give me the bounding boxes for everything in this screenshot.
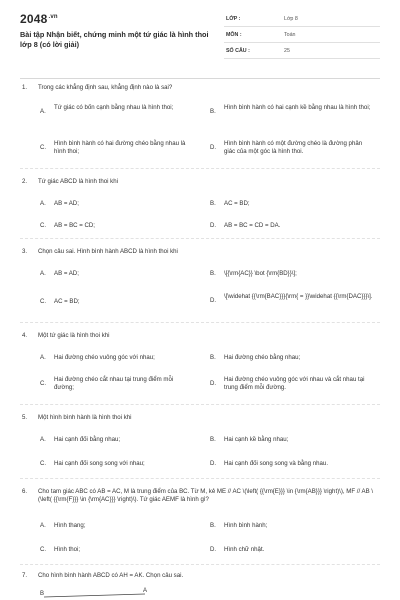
meta-row-grade [224, 12, 380, 27]
question-text: Chọn câu sai. Hình bình hành ABCD là hình thoi khi [38, 248, 178, 255]
question-number: 7. [22, 572, 28, 579]
option-letter: B. [210, 108, 216, 115]
option-letter: B. [210, 270, 216, 277]
header-divider [20, 78, 380, 79]
option-text: Hình bình hành có hai cạnh kề bằng nhau là hình thoi; [224, 104, 371, 111]
question-separator [20, 404, 380, 405]
option-letter: A. [40, 108, 46, 115]
option-letter: D. [210, 546, 217, 553]
question-number: 2. [22, 178, 28, 185]
option-text: AB = AD; [54, 200, 79, 207]
option-text: Hình bình hành có hai đường chéo bằng nhau là hình thoi; [54, 140, 186, 155]
question-number: 6. [22, 488, 28, 495]
option-text: Hình bình hành có một đường chéo là đường phân giác của một góc là hình thoi. [224, 140, 363, 155]
question-text: Một tứ giác là hình thoi khi [38, 332, 110, 339]
meta-row-subject [224, 28, 380, 43]
geometry-figure [0, 584, 400, 600]
option-text: AC = BD; [54, 298, 80, 305]
option-text: AB = BC = CD; [54, 222, 95, 229]
option-text: Hai đường chéo bằng nhau; [224, 354, 301, 361]
option-letter: B. [210, 436, 216, 443]
meta-key: MÔN : [226, 32, 242, 38]
option-text: Hai đường chéo vuông góc với nhau; [54, 354, 155, 361]
option-letter: B. [210, 200, 216, 207]
worksheet-title: Bài tập Nhận biết, chứng minh một tứ giác là hình thoi lớp 8 (có lời giải) [20, 30, 209, 49]
option-letter: A. [40, 436, 46, 443]
meta-value: Toán [284, 32, 296, 38]
option-text: \[{\rm{AC}} \bot {\rm{BD}}\]; [224, 270, 297, 277]
option-text: Hình bình hành; [224, 522, 268, 529]
logo-text: 2048 [20, 12, 48, 26]
option-letter: D. [210, 297, 217, 304]
option-letter: A. [40, 522, 46, 529]
site-logo[interactable] [20, 12, 58, 26]
option-letter: C. [40, 546, 47, 553]
option-letter: B. [210, 522, 216, 529]
option-text: Hình thoi; [54, 546, 81, 553]
meta-value: 25 [284, 48, 290, 54]
option-text: Tứ giác có bốn cạnh bằng nhau là hình thoi; [54, 104, 174, 111]
meta-value: Lớp 8 [284, 16, 298, 22]
option-letter: D. [210, 460, 217, 467]
option-letter: D. [210, 222, 217, 229]
question-separator [20, 478, 380, 479]
question-number: 3. [22, 248, 28, 255]
question-text: Một hình bình hành là hình thoi khi [38, 414, 132, 421]
option-text: \[\widehat {{\rm{BAC}}}{\rm{ = }}\widehat {{\rm{DAC}}}\]. [224, 293, 373, 300]
question-separator [20, 322, 380, 323]
option-letter: C. [40, 460, 47, 467]
meta-row-count [224, 44, 380, 59]
option-letter: C. [40, 298, 47, 305]
option-text: Hai cạnh đối song song với nhau; [54, 460, 145, 467]
option-text: Hai cạnh kề bằng nhau; [224, 436, 289, 443]
question-number: 1. [22, 84, 28, 91]
option-text: Hai đường chéo cắt nhau tại trung điểm mỗi đường; [54, 376, 174, 391]
option-text: Hình chữ nhật. [224, 546, 265, 553]
question-text: Cho hình bình hành ABCD có AH = AK. Chọn câu sai. [38, 572, 184, 579]
figure-point-a: A [143, 588, 148, 594]
option-text: AB = BC = CD = DA. [224, 222, 281, 229]
option-letter: D. [210, 380, 217, 387]
question-text: Tứ giác ABCD là hình thoi khi [38, 178, 118, 185]
option-letter: A. [40, 354, 46, 361]
question-text: Cho tam giác ABC có AB = AC, M là trung điểm của BC. Từ M, kẻ ME // AC \(\left( {{\rm{E}}} \in {\rm{AB}}} \right)\), MF // AB \(\left( {{\rm{F}}} \in {\rm{AC}}} \right)\). Tứ giác AEMF là hình gì? [38, 488, 374, 503]
question-number: 5. [22, 414, 28, 421]
option-letter: A. [40, 200, 46, 207]
option-text: Hình thang; [54, 522, 86, 529]
option-text: Hai cạnh đối bằng nhau; [54, 436, 121, 443]
figure-segment-ba [44, 594, 145, 597]
option-text: Hai đường chéo vuông góc với nhau và cắt nhau tại trung điểm mỗi đường. [224, 376, 365, 391]
option-text: AB = AD; [54, 270, 79, 277]
option-letter: C. [40, 222, 47, 229]
option-text: AC = BD; [224, 200, 250, 207]
logo-suffix: .vn [48, 14, 58, 20]
option-letter: D. [210, 144, 217, 151]
meta-key: LỚP : [226, 16, 241, 22]
question-separator [20, 564, 380, 565]
option-letter: B. [210, 354, 216, 361]
option-letter: C. [40, 380, 47, 387]
option-letter: A. [40, 270, 46, 277]
option-text: Hai cạnh đối song song và bằng nhau. [224, 460, 329, 467]
question-number: 4. [22, 332, 28, 339]
question-text: Trong các khẳng định sau, khẳng định nào là sai? [38, 84, 173, 91]
option-letter: C. [40, 144, 47, 151]
meta-key: SỐ CÂU : [226, 48, 250, 54]
question-separator [20, 238, 380, 239]
question-separator [20, 168, 380, 169]
figure-point-b: B [40, 591, 45, 597]
worksheet-header [0, 0, 400, 70]
